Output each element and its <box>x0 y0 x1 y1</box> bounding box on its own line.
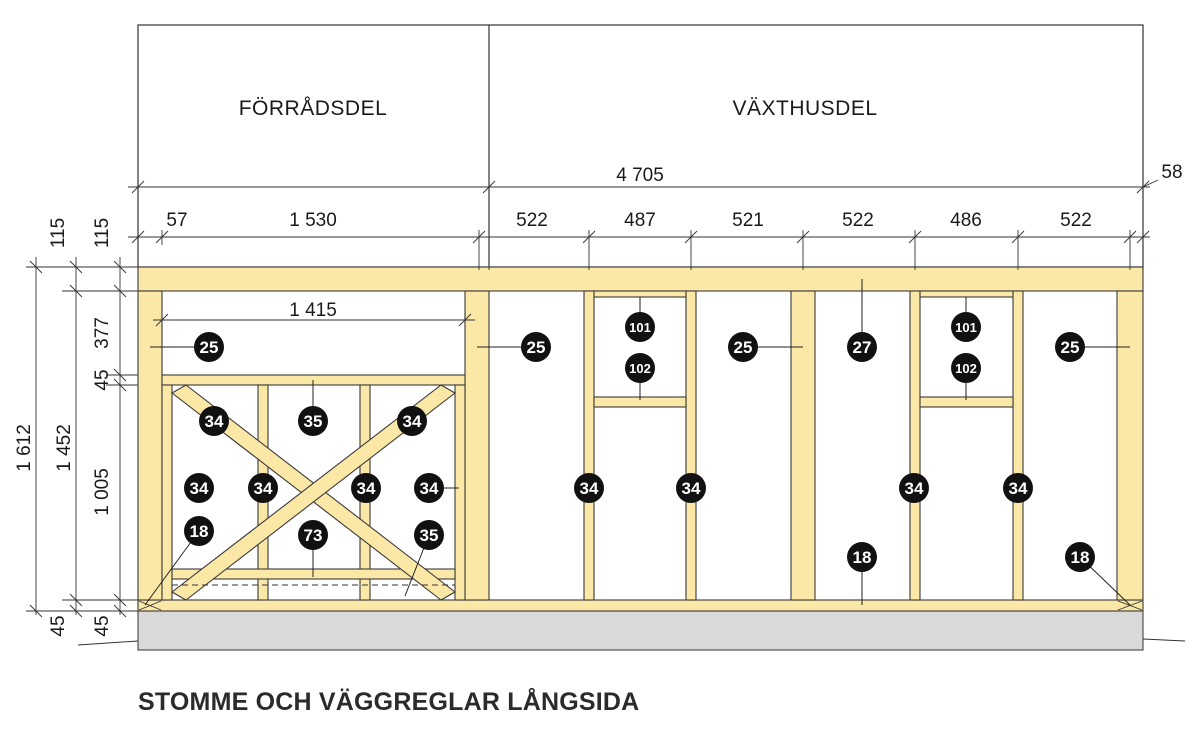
part-badge-35-label: 35 <box>419 526 439 545</box>
dim-bay-4: 522 <box>842 210 874 231</box>
part-badge-101 <box>951 312 981 342</box>
ground-line-right <box>1143 639 1185 641</box>
dim-inner-width: 1 415 <box>289 300 337 321</box>
part-badge-18 <box>1065 542 1095 572</box>
part-badge-101-label: 101 <box>955 320 977 335</box>
stud-center <box>791 291 815 600</box>
dim-bottom-outer: 45 <box>48 615 69 637</box>
part-badge-102 <box>951 353 981 383</box>
dim-outer-total: 1 612 <box>14 424 35 472</box>
dim-overhang: 58 <box>1161 162 1183 183</box>
window-head-2 <box>920 291 1013 297</box>
part-badge-35-label: 35 <box>303 412 323 431</box>
ground-line-left <box>78 641 138 645</box>
dim-left-offset: 57 <box>166 210 188 231</box>
foundation <box>138 611 1143 650</box>
dim-top-outer: 115 <box>48 217 69 249</box>
dim-rail: 45 <box>92 369 113 391</box>
window-stud-1-left <box>584 291 594 600</box>
window-head-1 <box>594 291 686 297</box>
part-badge-18-label: 18 <box>1070 548 1090 567</box>
dim-bay-1: 522 <box>516 210 548 231</box>
dim-top-inner: 115 <box>92 217 113 249</box>
part-badge-25-label: 25 <box>1060 338 1080 357</box>
dim-inner-total: 1 452 <box>54 424 75 472</box>
part-badge-34-label: 34 <box>904 479 924 498</box>
part-badge-35 <box>414 520 444 550</box>
part-badge-102-label: 102 <box>629 361 651 376</box>
part-badge-34-label: 34 <box>579 479 599 498</box>
bottom-plate <box>138 600 1143 611</box>
part-badge-101-label: 101 <box>629 320 651 335</box>
part-badge-34 <box>1003 473 1033 503</box>
part-badge-34-label: 34 <box>402 412 422 431</box>
part-badge-34-label: 34 <box>419 479 439 498</box>
part-badge-73-label: 73 <box>303 526 323 545</box>
part-badge-34 <box>676 473 706 503</box>
stud-left-end <box>138 291 162 600</box>
part-badge-34 <box>184 473 214 503</box>
dim-bay-5: 486 <box>950 210 982 231</box>
section-label-greenhouse: VÄXTHUSDEL <box>732 97 878 120</box>
part-badge-25 <box>1055 332 1085 362</box>
part-badge-34 <box>397 406 427 436</box>
horizontal-dimensions <box>128 180 1158 327</box>
part-badge-35 <box>298 406 328 436</box>
part-badge-25 <box>728 332 758 362</box>
part-badge-73 <box>298 520 328 550</box>
drawing-caption: STOMME OCH VÄGGREGLAR LÅNGSIDA <box>138 688 640 716</box>
door-stile-left <box>162 385 172 600</box>
part-badge-34-label: 34 <box>681 479 701 498</box>
part-badge-25 <box>521 332 551 362</box>
part-badge-18 <box>184 516 214 546</box>
part-badge-18-label: 18 <box>189 522 209 541</box>
window-stud-2-right <box>1013 291 1023 600</box>
section-label-storage: FÖRRÅDSDEL <box>238 97 388 120</box>
part-badge-25 <box>194 332 224 362</box>
window-stud-1-right <box>686 291 696 600</box>
part-badge-34-label: 34 <box>189 479 209 498</box>
part-badge-34 <box>899 473 929 503</box>
part-badge-102 <box>625 353 655 383</box>
dim-bottom-inner: 45 <box>92 615 113 637</box>
part-badge-25-label: 25 <box>733 338 753 357</box>
part-badge-34 <box>574 473 604 503</box>
part-badge-34 <box>351 473 381 503</box>
part-badge-18 <box>847 542 877 572</box>
dim-total-width: 4 705 <box>616 165 664 186</box>
part-badge-18-label: 18 <box>852 548 872 567</box>
stud-storage-divider <box>465 291 489 600</box>
part-badge-27 <box>847 332 877 362</box>
part-badge-34-label: 34 <box>1008 479 1028 498</box>
part-badge-27-label: 27 <box>852 338 872 357</box>
dim-storage-width: 1 530 <box>289 210 337 231</box>
dim-bay-3: 521 <box>732 210 764 231</box>
part-badge-101 <box>625 312 655 342</box>
stud-right-end <box>1117 291 1143 600</box>
part-badge-34 <box>414 473 444 503</box>
part-badge-34 <box>248 473 278 503</box>
part-badge-34-label: 34 <box>356 479 376 498</box>
top-plate <box>138 267 1143 291</box>
part-badge-25-label: 25 <box>526 338 546 357</box>
dim-upper: 377 <box>92 317 113 349</box>
part-badge-25-label: 25 <box>199 338 219 357</box>
part-badge-102-label: 102 <box>955 361 977 376</box>
part-badges <box>184 312 1095 572</box>
vertical-dimensions <box>26 257 138 617</box>
part-badge-34 <box>199 406 229 436</box>
dim-door: 1 005 <box>92 468 113 516</box>
window-stud-2-left <box>910 291 920 600</box>
part-badge-34-label: 34 <box>204 412 224 431</box>
dim-bay-2: 487 <box>624 210 656 231</box>
part-badge-34-label: 34 <box>253 479 273 498</box>
door-stile-right <box>455 385 465 600</box>
dim-bay-6: 522 <box>1060 210 1092 231</box>
